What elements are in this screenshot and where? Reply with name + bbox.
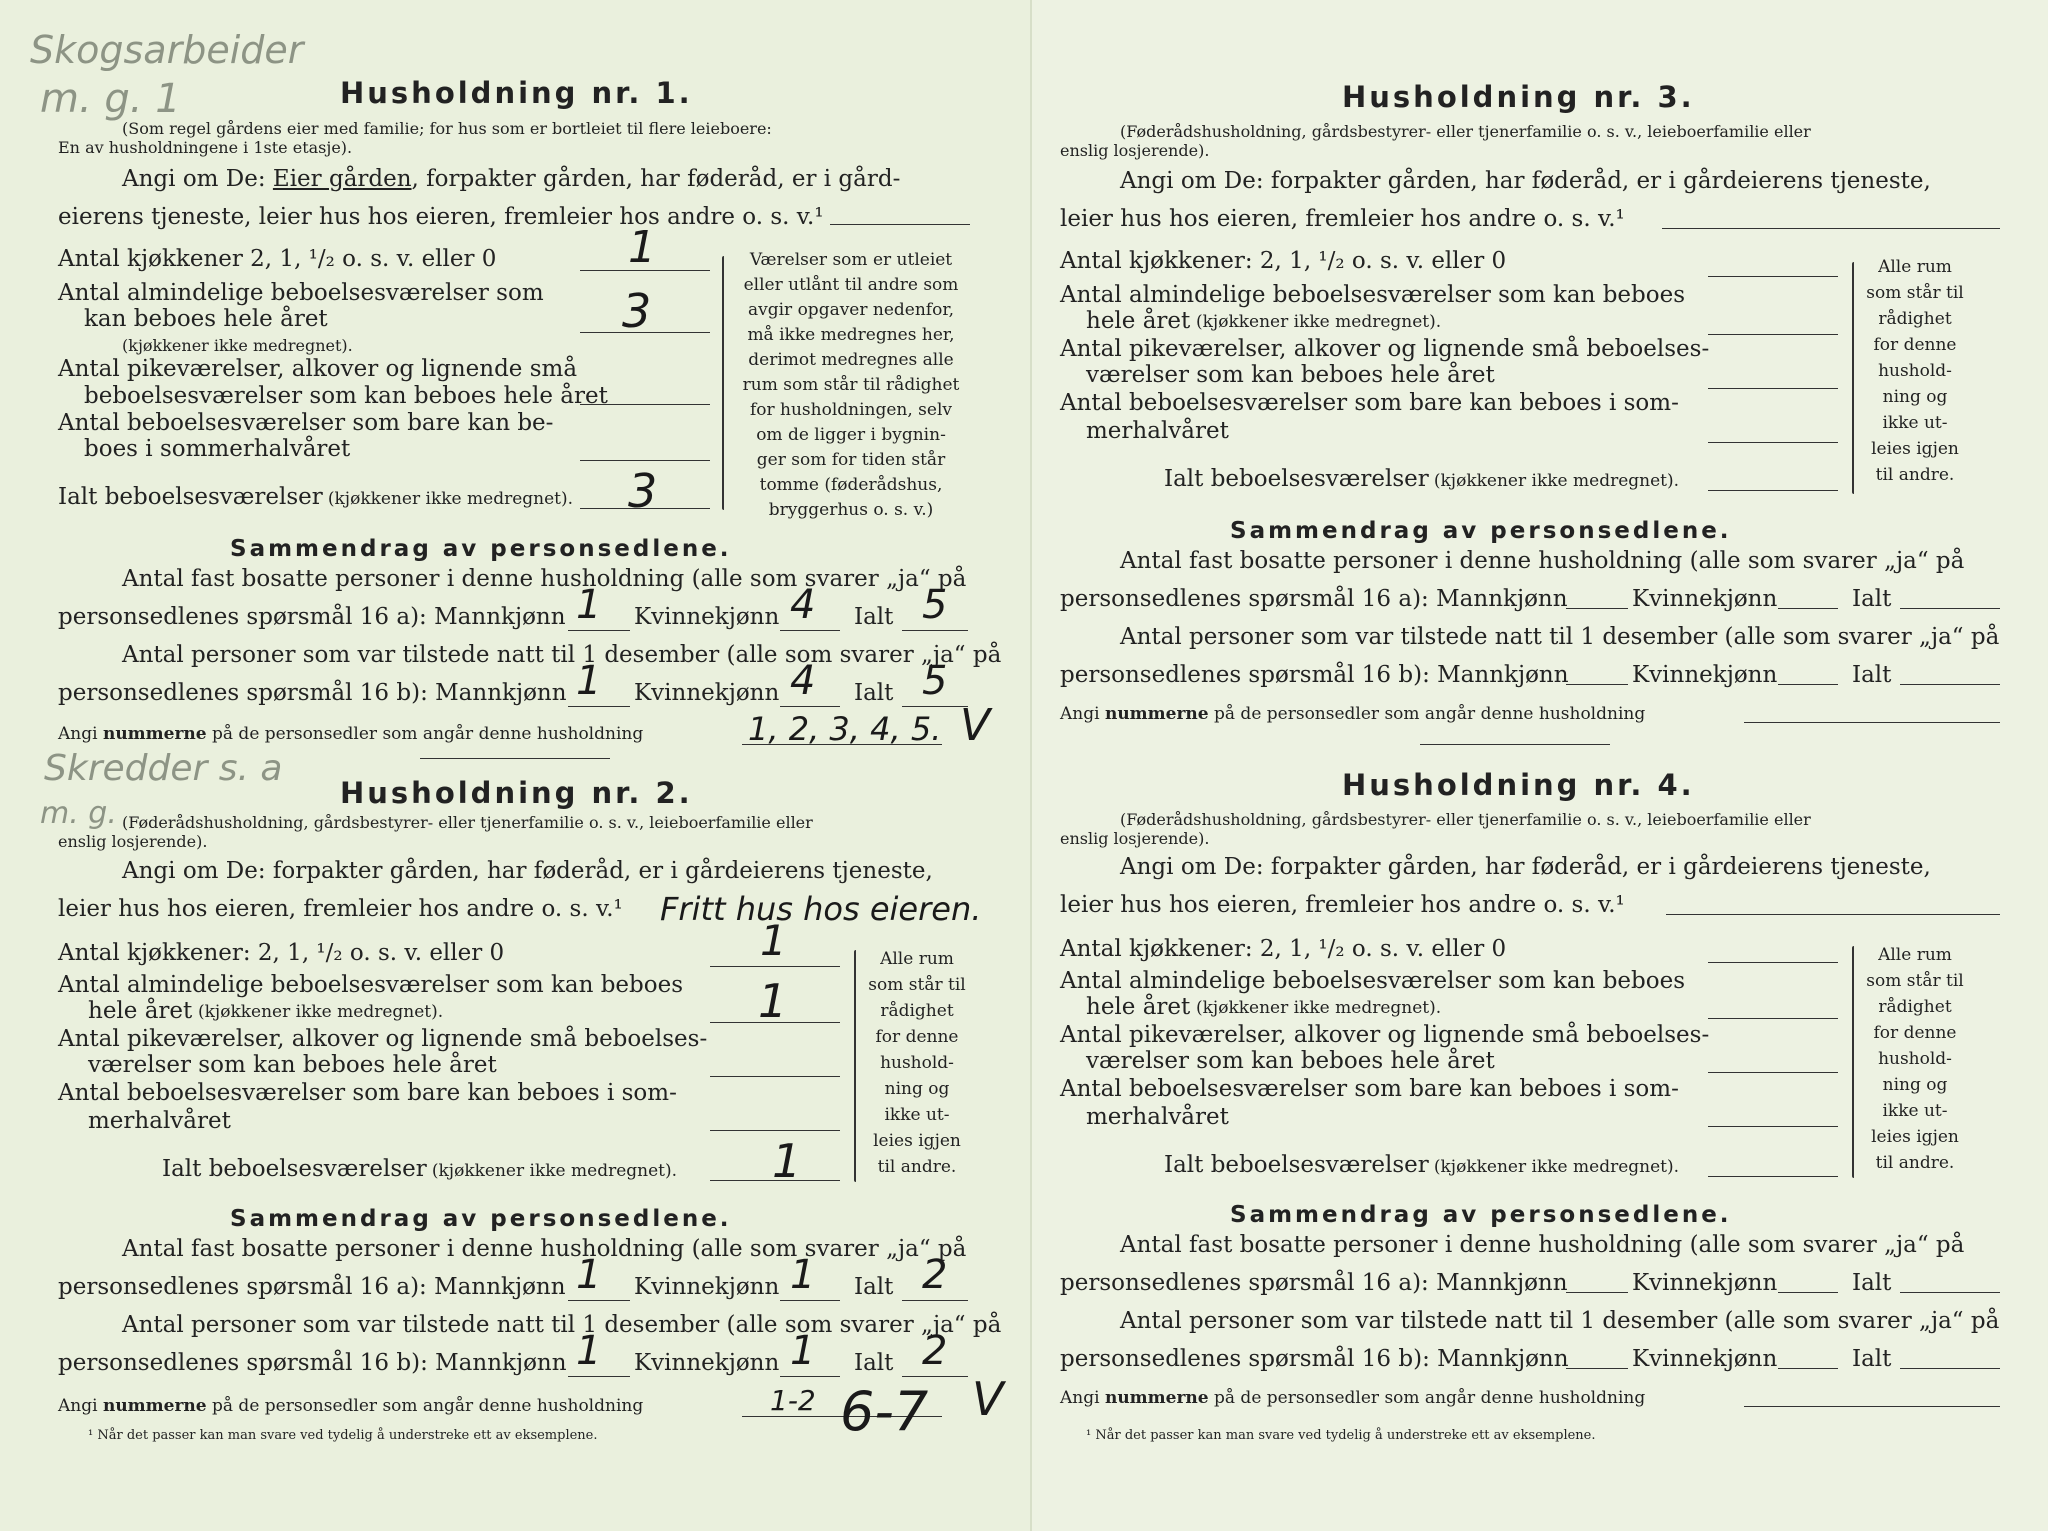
household-3-present-line1: Antal personer som var tilstede natt til 1 desember (alle som svarer „ja“ på [1120, 624, 2000, 650]
side-note-line: til andre. [877, 1157, 957, 1177]
household-4-numbers-label [1060, 1388, 1645, 1408]
side-note-line: derimot medregnes alle [748, 350, 954, 370]
household-3-side-note [1856, 254, 1974, 488]
household-2-angi-line2: leier hus hos eieren, fremleier hos andre o. s. v.¹ [58, 896, 623, 922]
answer-line [1900, 608, 2000, 609]
answer-line [1900, 1292, 2000, 1293]
side-note-line: som står til [868, 975, 966, 995]
side-note-line: ning og [1882, 387, 1948, 407]
household-1-note-line2: En av husholdningene i 1ste etasje). [58, 138, 353, 157]
household-3-resident-female-label: Kvinnekjønn [1632, 586, 1778, 612]
household-3-resident-line1: Antal fast bosatte personer i denne husholdning (alle som svarer „ja“ på [1120, 548, 1965, 574]
household-2-resident-total-value: 2 [922, 1252, 948, 1298]
total-label: Ialt beboelsesværelser [162, 1156, 427, 1182]
side-note-line: må ikke medregnes her, [747, 325, 955, 345]
side-brace [1852, 262, 1854, 494]
side-note-line: leies igjen [873, 1131, 961, 1151]
answer-line [1744, 1406, 2000, 1407]
side-brace [854, 950, 856, 1182]
footnote-left: ¹ Når det passer kan man svare ved tydelig å understreke ett av eksemplene. [88, 1428, 598, 1443]
household-1-kitchens-label: Antal kjøkkener 2, 1, ¹/₂ o. s. v. eller 0 [58, 246, 497, 272]
answer-line [1708, 490, 1838, 491]
household-4-present-line2: personsedlenes spørsmål 16 b): Mannkjønn [1060, 1346, 1569, 1372]
side-note-line: ger som for tiden står [756, 450, 946, 470]
household-2-present-female-label: Kvinnekjønn [634, 1350, 780, 1376]
side-note-line: for denne [1873, 1023, 1957, 1043]
household-4-side-note [1856, 942, 1974, 1176]
household-4-resident-total-label: Ialt [1852, 1270, 1892, 1296]
answer-line [1662, 228, 2000, 229]
household-1-resident-line1: Antal fast bosatte personer i denne husholdning (alle som svarer „ja“ på [122, 566, 967, 592]
num-rest: på de personsedler som angår denne husholdning [206, 1396, 644, 1416]
household-1-resident-total-label: Ialt [854, 604, 894, 630]
side-note-line: ikke ut- [1882, 413, 1948, 433]
side-note-line: for denne [875, 1027, 959, 1047]
household-2-present-total-value: 2 [922, 1328, 948, 1374]
household-2-present-female-value: 1 [790, 1328, 816, 1374]
household-2-present-male-value: 1 [576, 1328, 602, 1374]
household-2-ordinary-rooms-note: (kjøkkener ikke medregnet). [198, 1002, 444, 1022]
household-4-summary-title: Sammendrag av personsedlene. [1230, 1202, 1732, 1228]
household-4-summer-rooms-label2: merhalvåret [1086, 1104, 1229, 1130]
side-note-line: bryggerhus o. s. v.) [768, 500, 934, 520]
answer-line [568, 630, 630, 631]
pencil-note-mg1: m. g. 1 [40, 76, 181, 122]
answer-line [780, 630, 840, 631]
side-note-line: for denne [1873, 335, 1957, 355]
num-bold: nummerne [1104, 1388, 1209, 1408]
household-2-present-line2: personsedlenes spørsmål 16 b): Mannkjønn [58, 1350, 567, 1376]
household-3-kitchens-label: Antal kjøkkener: 2, 1, ¹/₂ o. s. v. eller 0 [1060, 248, 1507, 274]
household-4-ordinary-rooms-label2: hele året [1086, 994, 1191, 1020]
side-note-line: Alle rum [880, 949, 954, 969]
side-note-line: hushold- [880, 1053, 954, 1073]
household-2-numbers-value: 6-7 [840, 1380, 929, 1443]
side-note-line: som står til [1866, 971, 1964, 991]
household-2-summer-rooms-label2: merhalvåret [88, 1108, 231, 1134]
total-note: (kjøkkener ikke medregnet). [327, 489, 574, 509]
answer-line [1708, 334, 1838, 335]
household-2-kitchens-label: Antal kjøkkener: 2, 1, ¹/₂ o. s. v. eller 0 [58, 940, 505, 966]
num-rest: på de personsedler som angår denne husholdning [1208, 704, 1646, 724]
household-1-present-total-value: 5 [922, 658, 948, 704]
household-4-ordinary-rooms-note: (kjøkkener ikke medregnet). [1196, 998, 1442, 1018]
side-note-line: rum som står til rådighet [742, 375, 960, 395]
answer-line [568, 706, 630, 707]
answer-line [1566, 1292, 1628, 1293]
household-4-angi-line1: Angi om De: forpakter gården, har føderåd, er i gårdeierens tjeneste, [1120, 854, 1931, 880]
household-4-present-line1: Antal personer som var tilstede natt til 1 desember (alle som svarer „ja“ på [1120, 1308, 2000, 1334]
answer-line [1708, 1072, 1838, 1073]
side-note-line: ikke ut- [1882, 1101, 1948, 1121]
household-2-kitchens-value: 1 [760, 916, 787, 965]
household-3-present-total-label: Ialt [1852, 662, 1892, 688]
side-note-line: Værelser som er utleiet [749, 250, 953, 270]
total-note: (kjøkkener ikke medregnet). [1433, 1157, 1680, 1177]
side-note-line: Alle rum [1878, 257, 1952, 277]
answer-line [568, 1300, 630, 1301]
answer-line [1708, 276, 1838, 277]
right-page [1030, 0, 2048, 1531]
answer-line [1708, 442, 1838, 443]
household-2-present-line1: Antal personer som var tilstede natt til 1 desember (alle som svarer „ja“ på [122, 1312, 1002, 1338]
household-2-maid-rooms-label1: Antal pikeværelser, alkover og lignende små beboelses- [58, 1026, 708, 1052]
section-divider [1420, 744, 1610, 745]
side-note-line: ning og [884, 1079, 950, 1099]
household-2-resident-female-label: Kvinnekjønn [634, 1274, 780, 1300]
household-2-ordinary-rooms-value: 1 [758, 974, 788, 1028]
household-4-resident-line1: Antal fast bosatte personer i denne husholdning (alle som svarer „ja“ på [1120, 1232, 1965, 1258]
side-note-line: om de ligger i bygnin- [756, 425, 946, 445]
household-1-ordinary-rooms-label2: kan beboes hele året [84, 306, 328, 332]
household-2-ordinary-rooms-label1: Antal almindelige beboelsesværelser som kan beboes [58, 972, 684, 998]
household-1-check-mark: V [960, 700, 991, 751]
answer-line [1778, 684, 1838, 685]
household-2-resident-female-value: 1 [790, 1252, 816, 1298]
household-1-ordinary-rooms-label1: Antal almindelige beboelsesværelser som [58, 280, 544, 306]
household-3-note-line2: enslig losjerende). [1060, 141, 1210, 160]
side-note-line: Alle rum [1878, 945, 1952, 965]
answer-line [580, 404, 710, 405]
side-note-line: for husholdningen, selv [749, 400, 953, 420]
household-1-ordinary-rooms-value: 3 [622, 284, 652, 338]
answer-line [710, 966, 840, 967]
household-1-summary-title: Sammendrag av personsedlene. [230, 536, 732, 562]
household-1-present-female-value: 4 [790, 658, 816, 704]
answer-line [1708, 1126, 1838, 1127]
side-note-line: ikke ut- [884, 1105, 950, 1125]
answer-line [1708, 962, 1838, 963]
angi-rest: , forpakter gården, har føderåd, er i gård- [411, 166, 901, 192]
household-3-ordinary-rooms-label1: Antal almindelige beboelsesværelser som kan beboes [1060, 282, 1686, 308]
household-1-resident-female-value: 4 [790, 582, 816, 628]
household-3-ordinary-rooms-label2: hele året [1086, 308, 1191, 334]
household-3-present-female-label: Kvinnekjønn [1632, 662, 1778, 688]
answer-line [1566, 1368, 1628, 1369]
answer-line [1778, 1292, 1838, 1293]
answer-line [1708, 1018, 1838, 1019]
household-3-maid-rooms-label2: værelser som kan beboes hele året [1086, 362, 1495, 388]
household-4-maid-rooms-label1: Antal pikeværelser, alkover og lignende små beboelses- [1060, 1022, 1710, 1048]
num-prefix: Angi [58, 724, 103, 744]
household-1-kitchens-value: 1 [628, 222, 656, 273]
side-note-line: rådighet [1878, 309, 1952, 329]
household-2-note-line2: enslig losjerende). [58, 832, 208, 851]
household-1-side-note [728, 248, 974, 523]
household-3-maid-rooms-label1: Antal pikeværelser, alkover og lignende små beboelses- [1060, 336, 1710, 362]
answer-line [1566, 684, 1628, 685]
household-4-angi-line2: leier hus hos eieren, fremleier hos andre o. s. v.¹ [1060, 892, 1625, 918]
household-1-total-rooms-label [58, 484, 573, 510]
angi-eier-underlined: Eier gården [272, 166, 412, 192]
household-4-note-line2: enslig losjerende). [1060, 829, 1210, 848]
total-note: (kjøkkener ikke medregnet). [431, 1161, 678, 1181]
household-2-present-total-label: Ialt [854, 1350, 894, 1376]
household-3-total-rooms-label [1164, 466, 1679, 492]
total-label: Ialt beboelsesværelser [1164, 466, 1429, 492]
answer-line [1666, 914, 2000, 915]
answer-line [830, 224, 970, 225]
household-2-note-line1: (Føderådshusholdning, gårdsbestyrer- eller tjenerfamilie o. s. v., leieboerfamilie eller [122, 813, 813, 832]
household-1-summer-rooms-label1: Antal beboelsesværelser som bare kan be- [58, 410, 554, 436]
household-2-total-rooms-value: 1 [772, 1134, 802, 1188]
answer-line [710, 1076, 840, 1077]
pencil-note-occupation-2: Skredder s. a [44, 748, 283, 789]
household-3-note-line1: (Føderådshusholdning, gårdsbestyrer- eller tjenerfamilie o. s. v., leieboerfamilie eller [1120, 122, 1811, 141]
num-prefix: Angi [1060, 704, 1105, 724]
answer-line [780, 1376, 840, 1377]
household-4-title: Husholdning nr. 4. [1342, 768, 1695, 802]
household-2-check-mark: V [972, 1372, 1004, 1426]
side-note-line: som står til [1866, 283, 1964, 303]
household-4-ordinary-rooms-label1: Antal almindelige beboelsesværelser som kan beboes [1060, 968, 1686, 994]
side-note-line: hushold- [1878, 1049, 1952, 1069]
num-bold: nummerne [1104, 704, 1209, 724]
total-label: Ialt beboelsesværelser [1164, 1152, 1429, 1178]
household-2-resident-total-label: Ialt [854, 1274, 894, 1300]
household-1-resident-total-value: 5 [922, 582, 948, 628]
side-note-line: avgir opgaver nedenfor, [747, 300, 954, 320]
answer-line [1778, 608, 1838, 609]
side-brace [1852, 946, 1854, 1178]
household-1-numbers-value: 1, 2, 3, 4, 5. [748, 710, 942, 748]
side-note-line: eller utlånt til andre som [743, 275, 959, 295]
household-3-summary-title: Sammendrag av personsedlene. [1230, 518, 1732, 544]
side-note-line: til andre. [1875, 465, 1955, 485]
side-note-line: rådighet [1878, 997, 1952, 1017]
household-3-present-line2: personsedlenes spørsmål 16 b): Mannkjønn [1060, 662, 1569, 688]
household-2-resident-line1: Antal fast bosatte personer i denne husholdning (alle som svarer „ja“ på [122, 1236, 967, 1262]
household-3-numbers-label [1060, 704, 1645, 724]
num-prefix: Angi [1060, 1388, 1105, 1408]
household-3-resident-total-label: Ialt [1852, 586, 1892, 612]
household-1-present-line1: Antal personer som var tilstede natt til 1 desember (alle som svarer „ja“ på [122, 642, 1002, 668]
household-2-resident-male-value: 1 [576, 1252, 602, 1298]
household-1-present-line2: personsedlenes spørsmål 16 b): Mannkjønn [58, 680, 567, 706]
answer-line [1708, 1176, 1838, 1177]
pencil-note-mg2: m. g. [40, 796, 117, 831]
side-note-line: til andre. [1875, 1153, 1955, 1173]
num-rest: på de personsedler som angår denne husholdning [1208, 1388, 1646, 1408]
total-label: Ialt beboelsesværelser [58, 484, 323, 510]
household-2-ordinary-rooms-label2: hele året [88, 998, 193, 1024]
household-2-summer-rooms-label1: Antal beboelsesværelser som bare kan beboes i som- [58, 1080, 677, 1106]
household-3-resident-line2: personsedlenes spørsmål 16 a): Mannkjønn [1060, 586, 1568, 612]
household-3-summer-rooms-label2: merhalvåret [1086, 418, 1229, 444]
household-1-ordinary-rooms-note: (kjøkkener ikke medregnet). [122, 336, 353, 355]
household-1-angi-line1 [122, 166, 900, 192]
total-note: (kjøkkener ikke medregnet). [1433, 471, 1680, 491]
household-1-summer-rooms-label2: boes i sommerhalvåret [84, 436, 351, 462]
household-1-resident-line2: personsedlenes spørsmål 16 a): Mannkjønn [58, 604, 566, 630]
household-2-maid-rooms-label2: værelser som kan beboes hele året [88, 1052, 497, 1078]
side-note-line: tomme (føderådshus, [759, 475, 943, 495]
household-3-title: Husholdning nr. 3. [1342, 80, 1695, 114]
household-1-total-rooms-value: 3 [628, 464, 658, 518]
pencil-note-occupation: Skogsarbeider [30, 28, 304, 72]
household-1-resident-female-label: Kvinnekjønn [634, 604, 780, 630]
household-1-maid-rooms-label2: beboelsesværelser som kan beboes hele året [84, 383, 608, 409]
answer-line [710, 1130, 840, 1131]
answer-line [902, 630, 968, 631]
household-2-side-note [858, 946, 976, 1180]
answer-line [780, 706, 840, 707]
household-1-present-total-label: Ialt [854, 680, 894, 706]
side-brace [722, 256, 724, 510]
household-2-numbers-small: 1-2 [770, 1384, 816, 1417]
household-2-title: Husholdning nr. 2. [340, 776, 693, 810]
num-bold: nummerne [102, 724, 207, 744]
household-3-summer-rooms-label1: Antal beboelsesværelser som bare kan beboes i som- [1060, 390, 1679, 416]
household-1-title: Husholdning nr. 1. [340, 76, 693, 110]
answer-line [1566, 608, 1628, 609]
household-2-angi-answer: Fritt hus hos eieren. [660, 890, 982, 928]
household-3-ordinary-rooms-note: (kjøkkener ikke medregnet). [1196, 312, 1442, 332]
answer-line [580, 460, 710, 461]
side-note-line: leies igjen [1871, 439, 1959, 459]
num-rest: på de personsedler som angår denne husholdning [206, 724, 644, 744]
household-4-total-rooms-label [1164, 1152, 1679, 1178]
household-2-numbers-label [58, 1396, 643, 1416]
household-3-angi-line2: leier hus hos eieren, fremleier hos andre o. s. v.¹ [1060, 206, 1625, 232]
household-1-maid-rooms-label1: Antal pikeværelser, alkover og lignende små [58, 356, 578, 382]
household-4-resident-line2: personsedlenes spørsmål 16 a): Mannkjønn [1060, 1270, 1568, 1296]
section-divider [420, 758, 610, 759]
household-4-resident-female-label: Kvinnekjønn [1632, 1270, 1778, 1296]
answer-line [1900, 1368, 2000, 1369]
household-4-present-female-label: Kvinnekjønn [1632, 1346, 1778, 1372]
answer-line [902, 1376, 968, 1377]
answer-line [1900, 684, 2000, 685]
household-2-angi-line1: Angi om De: forpakter gården, har føderåd, er i gårdeierens tjeneste, [122, 858, 933, 884]
household-4-summer-rooms-label1: Antal beboelsesværelser som bare kan beboes i som- [1060, 1076, 1679, 1102]
household-3-angi-line1: Angi om De: forpakter gården, har føderåd, er i gårdeierens tjeneste, [1120, 168, 1931, 194]
household-4-kitchens-label: Antal kjøkkener: 2, 1, ¹/₂ o. s. v. eller 0 [1060, 936, 1507, 962]
household-4-present-total-label: Ialt [1852, 1346, 1892, 1372]
footnote-right: ¹ Når det passer kan man svare ved tydelig å understreke ett av eksemplene. [1086, 1428, 1596, 1443]
answer-line [568, 1376, 630, 1377]
answer-line [902, 706, 968, 707]
answer-line [1708, 388, 1838, 389]
answer-line [780, 1300, 840, 1301]
household-1-present-female-label: Kvinnekjønn [634, 680, 780, 706]
num-bold: nummerne [102, 1396, 207, 1416]
household-1-numbers-label [58, 724, 643, 744]
household-2-resident-line2: personsedlenes spørsmål 16 a): Mannkjønn [58, 1274, 566, 1300]
angi-prefix: Angi om De: [122, 166, 273, 192]
household-1-resident-male-value: 1 [576, 582, 602, 628]
household-1-present-male-value: 1 [576, 658, 602, 704]
answer-line [902, 1300, 968, 1301]
side-note-line: leies igjen [1871, 1127, 1959, 1147]
household-4-maid-rooms-label2: værelser som kan beboes hele året [1086, 1048, 1495, 1074]
answer-line [1778, 1368, 1838, 1369]
household-2-summary-title: Sammendrag av personsedlene. [230, 1206, 732, 1232]
answer-line [1744, 722, 2000, 723]
num-prefix: Angi [58, 1396, 103, 1416]
household-2-total-rooms-label [162, 1156, 677, 1182]
side-note-line: ning og [1882, 1075, 1948, 1095]
household-1-note-line1: (Som regel gårdens eier med familie; for hus som er bortleiet til flere leieboere: [122, 119, 772, 138]
side-note-line: rådighet [880, 1001, 954, 1021]
household-1-angi-line2: eierens tjeneste, leier hus hos eieren, fremleier hos andre o. s. v.¹ [58, 204, 824, 230]
side-note-line: hushold- [1878, 361, 1952, 381]
household-4-note-line1: (Føderådshusholdning, gårdsbestyrer- eller tjenerfamilie o. s. v., leieboerfamilie eller [1120, 810, 1811, 829]
